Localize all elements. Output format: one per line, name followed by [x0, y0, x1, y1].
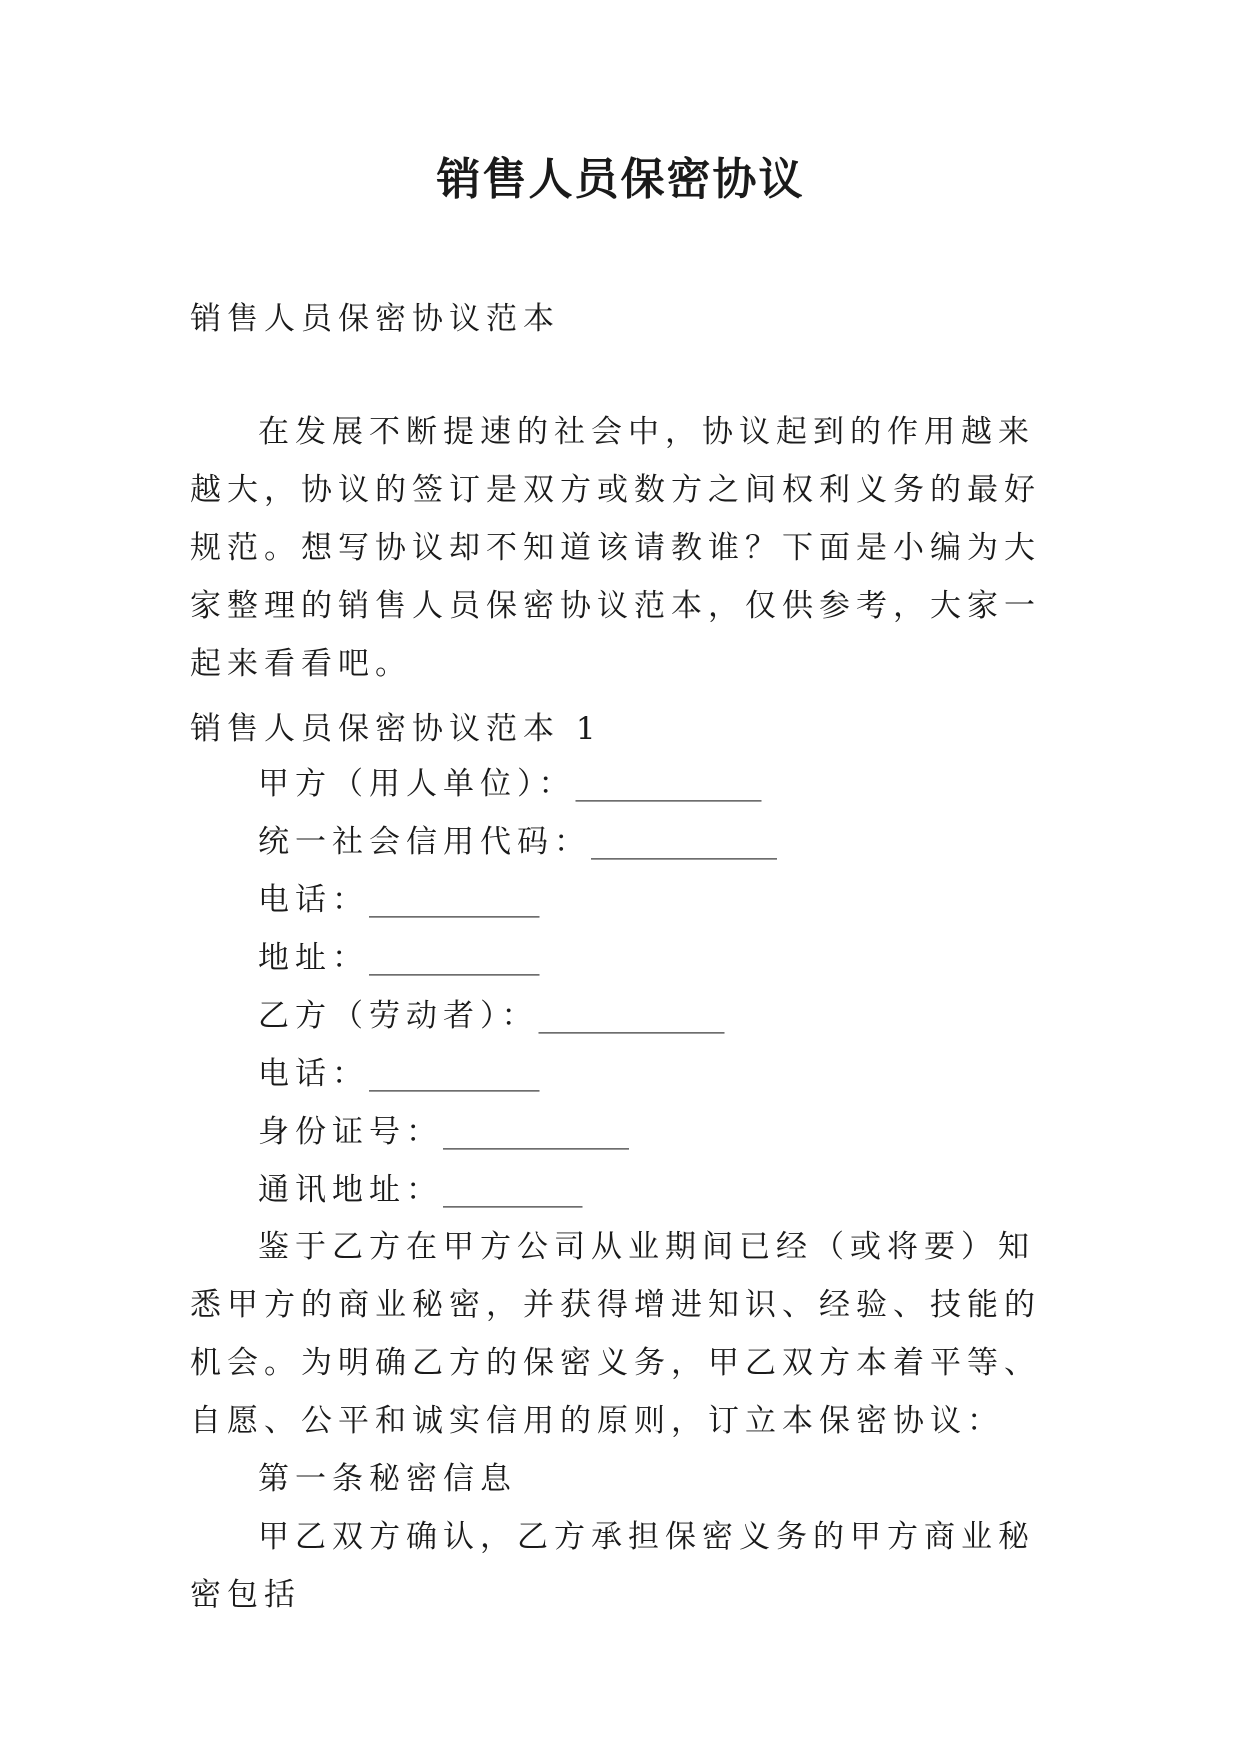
field-party-b-phone [258, 1045, 1078, 1103]
document-title: 销售人员保密协议 [436, 154, 805, 205]
field-label: 身份证号： [258, 1114, 443, 1150]
fill-in-blank: ___________ [369, 1056, 540, 1092]
fill-in-blank: ____________ [591, 824, 777, 860]
article-1-title: 第一条秘密信息 [258, 1461, 517, 1497]
field-label: 通讯地址： [258, 1172, 443, 1208]
fill-in-blank: ____________ [443, 1114, 629, 1150]
field-party-a-phone [258, 871, 1078, 929]
intro-paragraph: 在发展不断提速的社会中，协议起到的作用越来越大，协议的签订是双方或数方之间权利义务的最好规范。想写协议却不知道该请教谁？下面是小编为大家整理的销售人员保密协议范本，仅供参考，大家一起来看看吧。 [190, 414, 1041, 682]
fill-in-blank: ___________ [369, 882, 540, 918]
field-credit-code [258, 813, 1078, 871]
field-label: 统一社会信用代码： [258, 824, 591, 860]
party-info-fields [258, 755, 1078, 1219]
fill-in-blank: ____________ [538, 998, 725, 1034]
fill-in-blank: _________ [443, 1172, 583, 1208]
preamble-paragraph: 鉴于乙方在甲方公司从业期间已经（或将要）知悉甲方的商业秘密，并获得增进知识、经验、技能的机会。为明确乙方的保密义务，甲乙双方本着平等、自愿、公平和诚实信用的原则，订立本保密协议： [190, 1229, 1041, 1439]
field-label: 电话： [258, 1056, 369, 1092]
field-label: 地址： [258, 940, 369, 976]
fill-in-blank: ____________ [575, 766, 762, 802]
field-mailing-address [258, 1161, 1078, 1219]
field-party-b [258, 987, 1078, 1045]
field-id-number [258, 1103, 1078, 1161]
document-subtitle: 销售人员保密协议范本 [190, 301, 560, 337]
fill-in-blank: ___________ [369, 940, 540, 976]
field-label: 乙方（劳动者）： [258, 998, 539, 1034]
field-label: 电话： [258, 882, 369, 918]
field-party-a-address [258, 929, 1078, 987]
field-party-a [258, 755, 1078, 813]
article-1-text: 甲乙双方确认，乙方承担保密义务的甲方商业秘密包括 [190, 1519, 1035, 1613]
field-label: 甲方（用人单位）： [258, 766, 576, 802]
section-title: 销售人员保密协议范本 1 [190, 711, 602, 747]
